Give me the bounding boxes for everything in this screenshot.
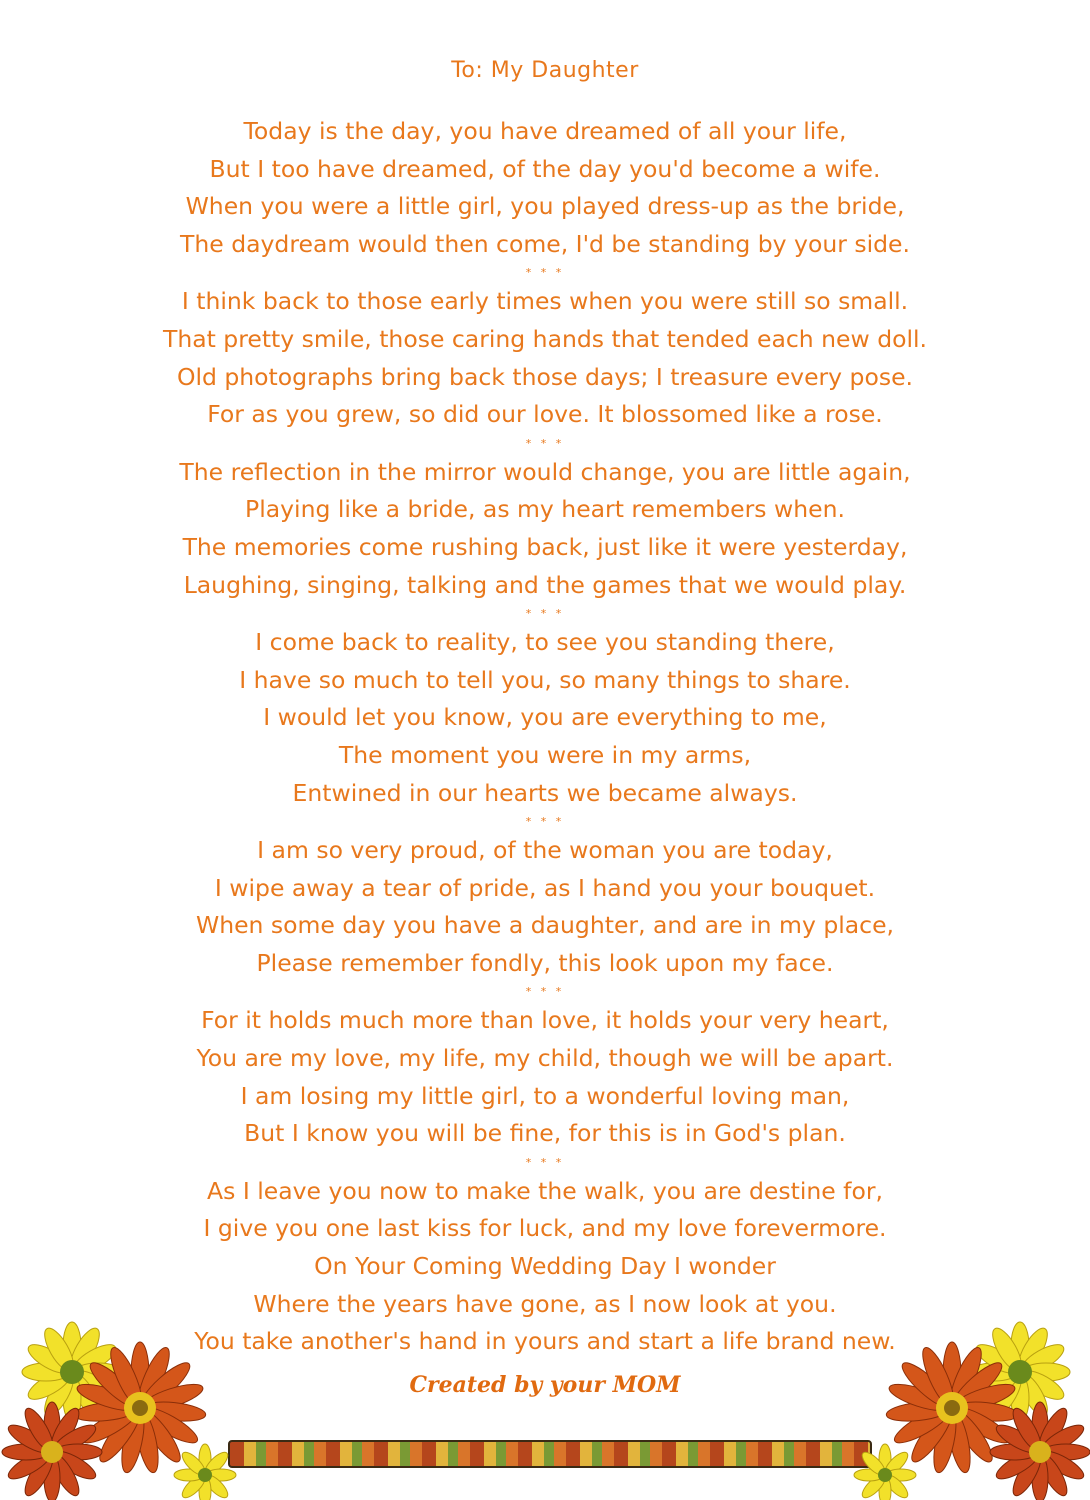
poem-line: I am losing my little girl, to a wonderful loving man,	[240, 1081, 850, 1110]
poem-line: You are my love, my life, my child, though we will be apart.	[196, 1044, 894, 1073]
poem-line: For as you grew, so did our love. It blossomed like a rose.	[207, 400, 883, 429]
poem-line: That pretty smile, those caring hands that tended each new doll.	[162, 324, 928, 353]
poem-line: I have so much to tell you, so many things to share.	[239, 665, 851, 694]
poem-line: The moment you were in my arms,	[338, 740, 752, 769]
poem-title: To: My Daughter	[451, 58, 639, 83]
poem-line: For it holds much more than love, it holds your very heart,	[201, 1006, 889, 1035]
stanza-separator: * * *	[525, 607, 565, 621]
poem-line: I wipe away a tear of pride, as I hand you your bouquet.	[214, 873, 876, 902]
poem-body	[0, 113, 1090, 1361]
poem-line: But I too have dreamed, of the day you'd become a wife.	[209, 154, 881, 183]
poem-line: But I know you will be fine, for this is in God's plan.	[244, 1119, 846, 1148]
poem-line: When you were a little girl, you played dress-up as the bride,	[185, 192, 905, 221]
stanza	[0, 624, 1090, 812]
poem-line: I am so very proud, of the woman you are today,	[257, 836, 833, 865]
poem-line: You take another's hand in yours and start a life brand new.	[194, 1327, 896, 1356]
poem-line: On Your Coming Wedding Day I wonder	[314, 1252, 776, 1281]
poem-line: I give you one last kiss for luck, and my love forevermore.	[203, 1214, 887, 1243]
stanza	[0, 1002, 1090, 1152]
flower-cluster-icon	[0, 1300, 250, 1500]
poem-line: Please remember fondly, this look upon my face.	[256, 948, 834, 977]
stanza	[0, 832, 1090, 982]
border-bar	[228, 1440, 872, 1468]
poem-line: I think back to those early times when you were still so small.	[181, 287, 909, 316]
stanza-separator: * * *	[525, 266, 565, 280]
poem-line: Entwined in our hearts we became always.	[292, 778, 798, 807]
poem-line: The daydream would then come, I'd be standing by your side.	[180, 229, 910, 258]
stanza	[0, 454, 1090, 604]
stanza	[0, 283, 1090, 433]
poem-line: As I leave you now to make the walk, you are destine for,	[207, 1176, 883, 1205]
poem-line: Laughing, singing, talking and the games that we would play.	[183, 570, 907, 599]
poem-line: Where the years have gone, as I now look at you.	[253, 1289, 837, 1318]
poem-line: I would let you know, you are everything to me,	[263, 703, 827, 732]
signature: Created by your MOM	[409, 1372, 681, 1398]
poem-line: When some day you have a daughter, and are in my place,	[195, 911, 895, 940]
poem-line: I come back to reality, to see you standing there,	[255, 628, 835, 657]
poem-line: The memories come rushing back, just like it were yesterday,	[182, 532, 908, 561]
poem-line: Old photographs bring back those days; I treasure every pose.	[176, 362, 914, 391]
stanza	[0, 113, 1090, 263]
stanza-separator: * * *	[525, 436, 565, 450]
poem-line: Playing like a bride, as my heart remembers when.	[245, 495, 845, 524]
stanza-separator: * * *	[525, 1155, 565, 1169]
poem-line: Today is the day, you have dreamed of all your life,	[243, 117, 847, 145]
stanza-separator: * * *	[525, 815, 565, 829]
flower-cluster-icon	[840, 1300, 1090, 1500]
stanza-separator: * * *	[525, 985, 565, 999]
poem-line: The reflection in the mirror would change, you are little again,	[179, 457, 911, 486]
